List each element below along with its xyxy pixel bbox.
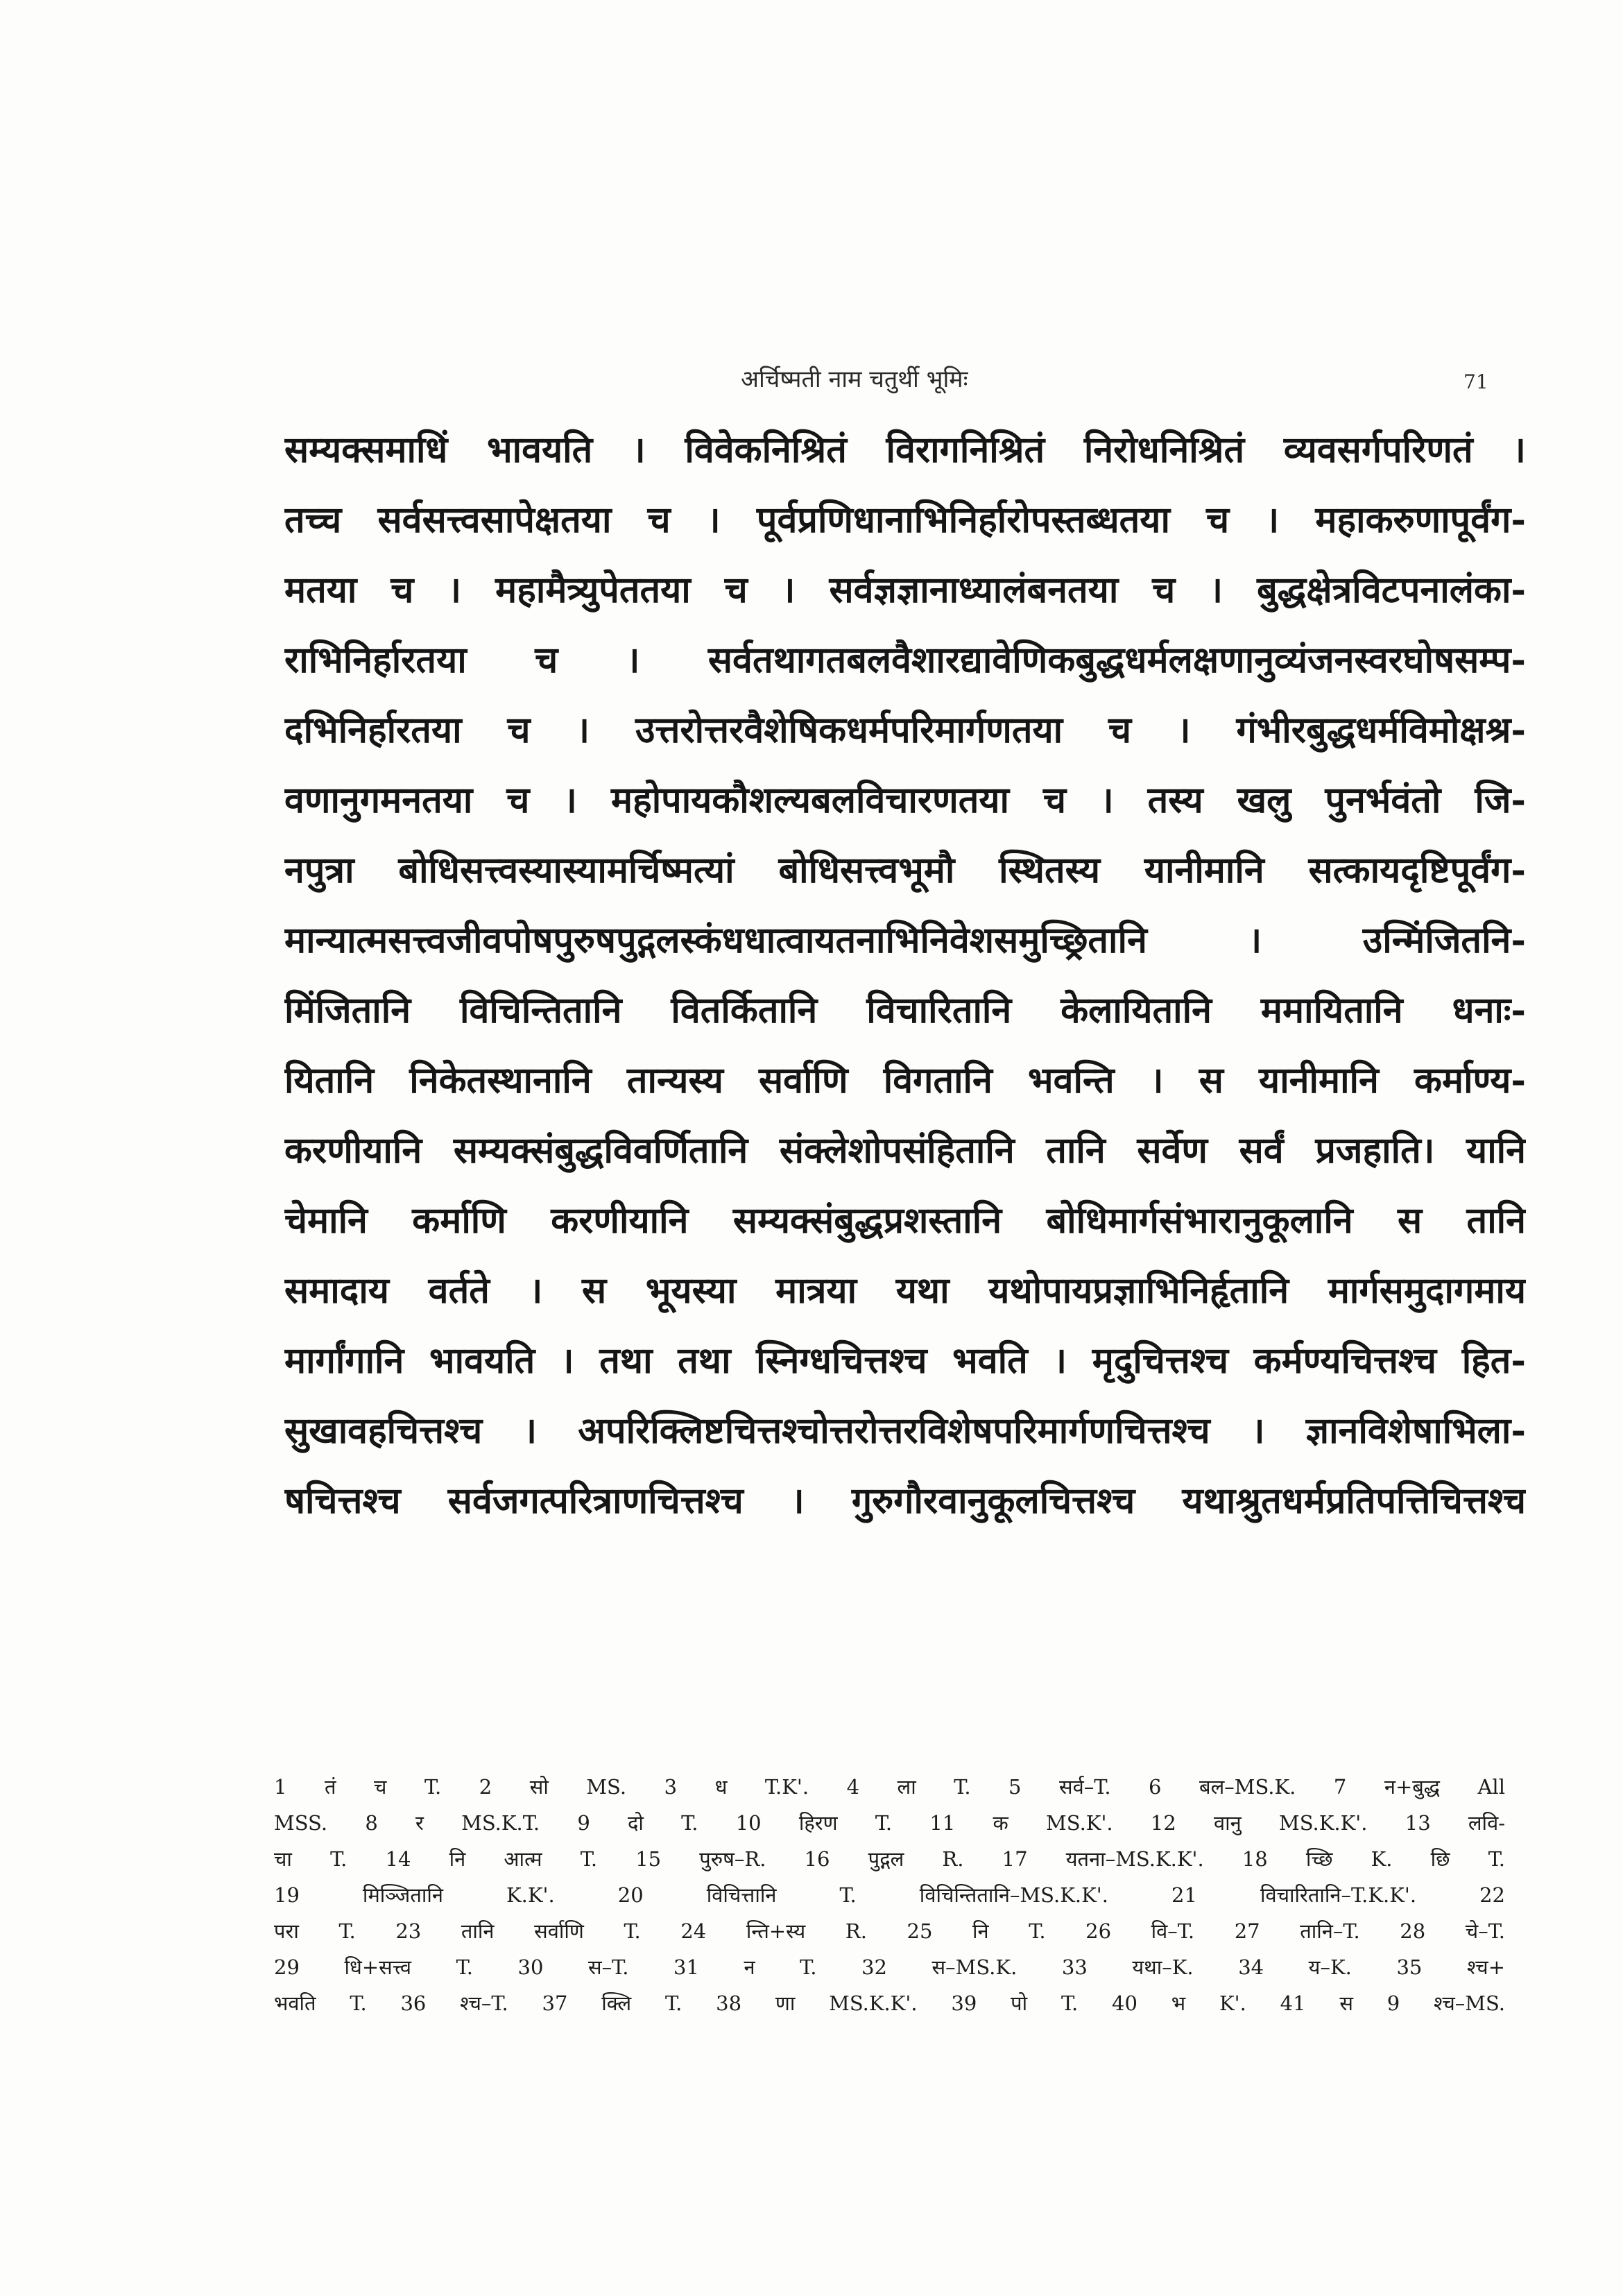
- text-line: यितानि निकेतस्थानानि तान्यस्य सर्वाणि विगतानि भवन्ति । स यानीमानि कर्माण्य-: [284, 1059, 1526, 1102]
- footnote-line: भवति T. 36 श्च–T. 37 क्लि T. 38 णा MS.K.K'. 39 पो T. 40 भ K'. 41 स 9 श्च–MS.: [274, 1991, 1505, 2015]
- text-line: करणीयानि सम्यक्संबुद्धविवर्णितानि संक्लेशोपसंहितानि तानि सर्वेण सर्वं प्रजहाति। यानि: [284, 1129, 1526, 1172]
- text-line: सुखावहचित्तश्च । अपरिक्लिष्टचित्तश्चोत्तरोत्तरविशेषपरिमार्गणचित्तश्च । ज्ञानविशेषाभिला-: [284, 1410, 1526, 1452]
- footnote-line: परा T. 23 तानि सर्वाणि T. 24 न्ति+स्य R. 25 नि T. 26 वि–T. 27 तानि–T. 28 चे–T.: [274, 1919, 1505, 1943]
- text-line: मतया च । महामैत्र्युपेततया च । सर्वज्ञज्ञानाध्यालंबनतया च । बुद्धक्षेत्रविटपनालंका-: [284, 569, 1526, 611]
- text-line: नपुत्रा बोधिसत्त्वस्यास्यामर्चिष्मत्यां बोधिसत्त्वभूमौ स्थितस्य यानीमानि सत्कायदृष्टिपूर्वंग-: [284, 849, 1526, 891]
- footnotes-block: [274, 1769, 1505, 2021]
- text-line: षचित्तश्च सर्वजगत्परित्राणचित्तश्च । गुरुगौरवानुकूलचित्तश्च यथाश्रुतधर्मप्रतिपत्तिचित्तश्च: [284, 1480, 1526, 1522]
- footnote-line: 29 धि+सत्त्व T. 30 स–T. 31 न T. 32 स–MS.K. 33 यथा–K. 34 य–K. 35 श्च+: [274, 1955, 1505, 1979]
- text-line: सम्यक्समाधिं भावयति । विवेकनिश्रितं विरागनिश्रितं निरोधनिश्रितं व्यवसर्गपरिणतं ।: [284, 429, 1526, 471]
- text-line: मिंजितानि विचिन्तितानि वितर्कितानि विचारितानि केलायितानि ममायितानि धनाः-: [284, 989, 1526, 1031]
- text-line: राभिनिर्हारतया च । सर्वतथागतबलवैशारद्यावेणिकबुद्धधर्मलक्षणानुव्यंजनस्वरघोषसम्प-: [284, 639, 1526, 681]
- footnote-line: MSS. 8 र MS.K.T. 9 दो T. 10 हिरण T. 11 क MS.K'. 12 वानु MS.K.K'. 13 लवि-: [274, 1811, 1505, 1835]
- footnote-line: 19 मिञ्जितानि K.K'. 20 विचित्तानि T. विचिन्तितानि–MS.K.K'. 21 विचारितानि–T.K.K'. 22: [274, 1883, 1505, 1907]
- text-line: तच्च सर्वसत्त्वसापेक्षतया च । पूर्वप्रणिधानाभिनिर्हारोपस्तब्धतया च । महाकरुणापूर्वंग-: [284, 499, 1526, 541]
- text-line: दभिनिर्हारतया च । उत्तरोत्तरवैशेषिकधर्मपरिमार्गणतया च । गंभीरबुद्धधर्मविमोक्षश्र-: [284, 709, 1526, 751]
- text-line: चेमानि कर्माणि करणीयानि सम्यक्संबुद्धप्रशस्तानि बोधिमार्गसंभारानुकूलानि स तानि: [284, 1199, 1526, 1242]
- page-number: 71: [1463, 370, 1488, 393]
- footnote-line: चा T. 14 नि आत्म T. 15 पुरुष–R. 16 पुद्गल R. 17 यतना–MS.K.K'. 18 च्छि K. छि T.: [274, 1847, 1505, 1871]
- text-line: मार्गांगानि भावयति । तथा तथा स्निग्धचित्तश्च भवति । मृदुचित्तश्च कर्मण्यचित्तश्च हित-: [284, 1339, 1526, 1382]
- footnote-line: 1 तं च T. 2 सो MS. 3 ध T.K'. 4 ला T. 5 सर्व–T. 6 बल–MS.K. 7 न+बुद्ध All: [274, 1775, 1505, 1799]
- running-title: अर्चिष्मती नाम चतुर्थी भूमिः: [741, 366, 968, 393]
- text-line: समादाय वर्तते । स भूयस्या मात्रया यथा यथोपायप्रज्ञाभिनिर्हृतानि मार्गसमुदागमाय: [284, 1269, 1526, 1312]
- text-line: वणानुगमनतया च । महोपायकौशल्यबलविचारणतया च । तस्य खलु पुनर्भवंतो जि-: [284, 779, 1526, 821]
- text-line: मान्यात्मसत्त्वजीवपोषपुरुषपुद्गलस्कंधधात्वायतनाभिनिवेशसमुच्छ्रितानि । उन्मिंजितनि-: [284, 919, 1526, 961]
- main-text-block: [284, 415, 1526, 1536]
